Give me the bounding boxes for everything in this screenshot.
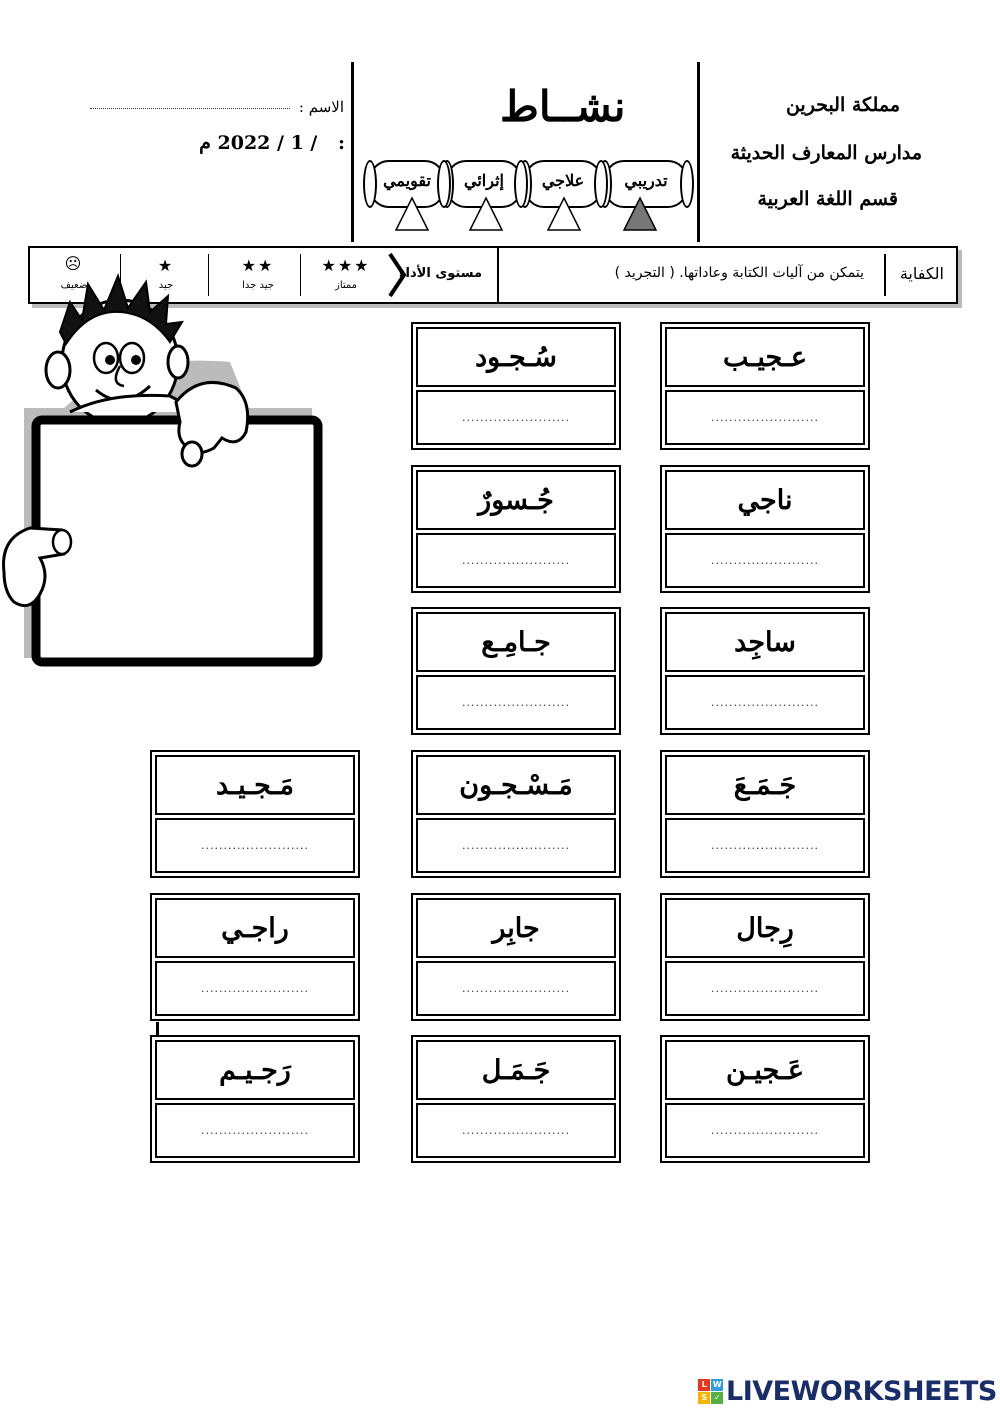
header-divider-right [697,62,700,242]
word-text: رِجال [665,898,865,958]
competency-text: يتمكن من آليات الكتابة وعاداتها. ( التجريد ) [614,265,864,281]
word-text: جَـمَـعَ [665,755,865,815]
answer-field[interactable]: ........................ [665,818,865,873]
competency-label: الكفاية [899,264,944,283]
logo-cell: W [712,1380,722,1389]
word-card [660,1035,870,1163]
word-card [150,1035,360,1163]
chevron-right-icon [386,252,408,298]
stars-very-good: ★★ [241,256,275,275]
word-text: سُـجـود [416,327,616,387]
activity-type-label: إثرائي [464,171,504,190]
liveworksheets-brand[interactable] [698,1376,997,1407]
answer-field[interactable]: ........................ [416,675,616,730]
header-divider-left [351,62,354,242]
word-text: جَـمَـل [416,1040,616,1100]
word-card [411,465,621,593]
word-card [411,1035,621,1163]
brand-name: LIVEWORKSHEETS [726,1376,997,1407]
word-text: جُـسورٌ [416,470,616,530]
date-colon: : [337,132,345,154]
triangle-icon[interactable] [394,196,430,232]
level-label-good: جيد [158,280,174,291]
word-card [660,750,870,878]
word-text: عَـجيـن [665,1040,865,1100]
logo-cell: L [698,1379,710,1391]
word-text: ناجي [665,470,865,530]
triangle-icon[interactable] [468,196,504,232]
level-label-very-good: جيد جدا [242,280,274,291]
word-card [660,607,870,735]
school-country: مملكة البحرين [785,94,900,116]
answer-field[interactable]: ........................ [416,390,616,445]
word-card [150,750,360,878]
activity-type-label: علاجي [541,171,585,190]
cartoon-boy-board-illustration [0,262,340,672]
word-card [411,893,621,1021]
liveworksheets-logo-icon [698,1379,723,1404]
stars-good: ★ [157,256,175,275]
answer-field[interactable]: ........................ [665,533,865,588]
activity-type-label: تقويمي [383,171,431,190]
word-card [411,750,621,878]
answer-field[interactable]: ........................ [665,390,865,445]
school-department: قسم اللغة العربية [757,188,898,210]
date-text: / 1 / 2022 م [199,132,318,154]
performance-label: مستوى الأداء [398,266,482,281]
name-row [84,98,344,116]
level-label-excellent: ممتاز [334,280,358,291]
answer-field[interactable]: ........................ [155,1103,355,1158]
logo-cell: ✓ [711,1392,723,1404]
date-row [190,132,345,154]
triangle-icon[interactable] [546,196,582,232]
word-text: مَـسْـجـون [416,755,616,815]
word-text: رَجـيـم [155,1040,355,1100]
word-text: مَـجـيـد [155,755,355,815]
name-label: الاسم : [298,98,344,116]
filled-triangle-icon[interactable] [622,196,658,232]
word-text: جابِر [416,898,616,958]
answer-field[interactable]: ........................ [665,675,865,730]
answer-field[interactable]: ........................ [416,818,616,873]
word-card [150,893,360,1021]
answer-field[interactable]: ........................ [155,818,355,873]
logo-cell: S [698,1392,710,1404]
stars-excellent: ★★★ [321,256,371,275]
name-input-line[interactable] [90,108,290,109]
word-text: ساجِد [665,612,865,672]
word-card [411,607,621,735]
word-text: جـامِـع [416,612,616,672]
word-text: عـجيـب [665,327,865,387]
cursor-mark [156,1022,159,1036]
word-card [411,322,621,450]
bar-separator [884,254,886,296]
level-label-weak: ضعيف [60,280,88,291]
answer-field[interactable]: ........................ [416,961,616,1016]
answer-field[interactable]: ........................ [665,1103,865,1158]
sad-face-icon: ☹ [64,254,84,273]
word-card [660,322,870,450]
page-title: نشــاط [500,82,626,131]
activity-type-label: تدريبي [624,171,668,190]
word-text: راجـي [155,898,355,958]
word-card [660,893,870,1021]
answer-field[interactable]: ........................ [416,533,616,588]
word-card [660,465,870,593]
answer-field[interactable]: ........................ [416,1103,616,1158]
school-name: مدارس المعارف الحديثة [730,142,922,164]
bar-separator [497,248,499,302]
answer-field[interactable]: ........................ [665,961,865,1016]
answer-field[interactable]: ........................ [155,961,355,1016]
